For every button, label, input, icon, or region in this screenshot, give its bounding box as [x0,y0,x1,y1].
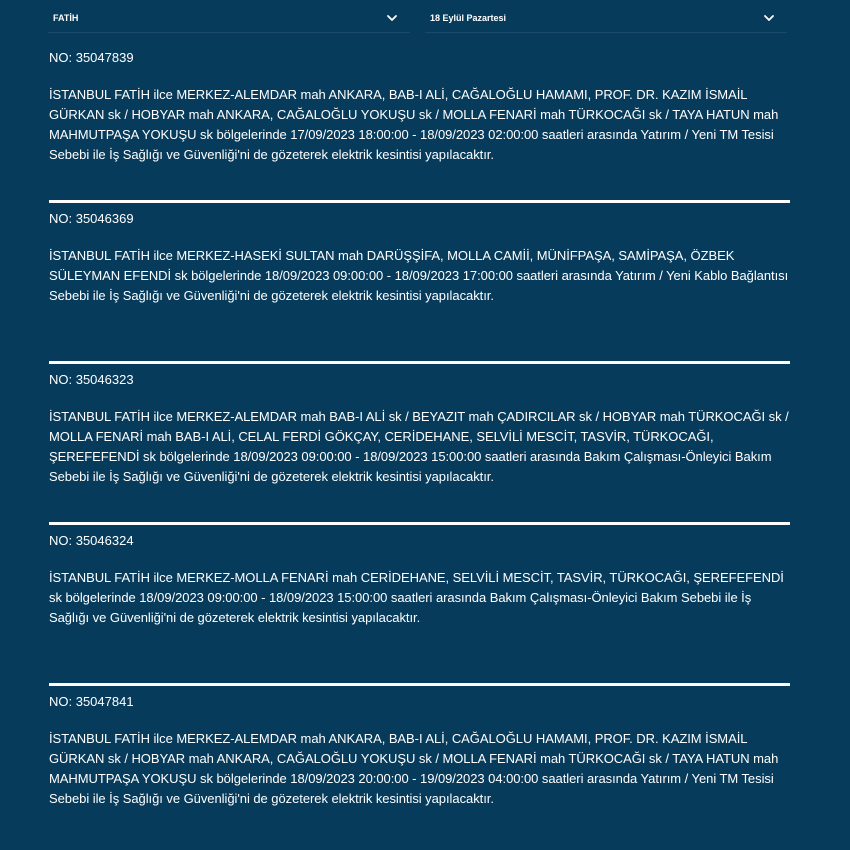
outage-number: NO: 35047839 [49,50,134,65]
chevron-down-icon [763,12,775,24]
district-select[interactable] [48,3,410,33]
outage-description: İSTANBUL FATİH ilce MERKEZ-ALEMDAR mah ANKARA, BAB-I ALİ, CAĞALOĞLU HAMAMI, PROF. DR. KAZIM İSMAİL GÜRKAN sk / HOBYAR mah ANKARA, CAĞALOĞLU YOKUŞU sk / MOLLA FENARİ mah TÜRKOCAĞI sk / TAYA HATUN mah MAHMUTPAŞA YOKUŞU sk bölgelerinde 18/09/2023 20:00:00 - 19/09/2023 04:00:00 saatleri arasında Yatırım / Yeni TM Tesisi Sebebi ile İş Sağlığı ve Güvenliği'ni de gözeterek elektrik kesintisi yapılacaktır. [49,731,779,806]
outage-item [49,523,790,684]
chevron-down-icon [386,12,398,24]
outage-item [49,362,790,523]
outage-description: İSTANBUL FATİH ilce MERKEZ-ALEMDAR mah BAB-I ALİ sk / BEYAZIT mah ÇADIRCILAR sk / HOBYAR mah TÜRKOCAĞI sk / MOLLA FENARİ mah BAB-I ALİ, CELAL FERDİ GÖKÇAY, CERİDEHANE, SELVİLİ MESCİT, TASVİR, TÜRKOCAĞI, ŞEREFEFENDİ sk bölgelerinde 18/09/2023 09:00:00 - 18/09/2023 15:00:00 saatleri arasında Bakım Çalışması-Önleyici Bakım Sebebi ile İş Sağlığı ve Güvenliği'ni de gözeterek elektrik kesintisi yapılacaktır. [49,409,789,484]
outage-item [49,684,790,845]
outage-number: NO: 35047841 [49,694,134,709]
district-select-value: FATİH [53,12,79,23]
date-select[interactable] [425,3,787,33]
outage-description: İSTANBUL FATİH ilce MERKEZ-MOLLA FENARİ mah CERİDEHANE, SELVİLİ MESCİT, TASVİR, TÜRKOCAĞI, ŞEREFEFENDİ sk bölgelerinde 18/09/2023 09:00:00 - 18/09/2023 15:00:00 saatleri arasında Bakım Çalışması-Önleyici Bakım Sebebi ile İş Sağlığı ve Güvenliği'ni de gözeterek elektrik kesintisi yapılacaktır. [49,570,784,625]
outage-item [49,201,790,362]
outage-number: NO: 35046324 [49,533,134,548]
outage-number: NO: 35046369 [49,211,134,226]
outage-number: NO: 35046323 [49,372,134,387]
outage-description: İSTANBUL FATİH ilce MERKEZ-HASEKİ SULTAN mah DARÜŞŞİFA, MOLLA CAMİİ, MÜNİFPAŞA, SAMİPAŞA, ÖZBEK SÜLEYMAN EFENDİ sk bölgelerinde 18/09/2023 09:00:00 - 18/09/2023 17:00:00 saatleri arasında Yatırım / Yeni Kablo Bağlantısı Sebebi ile İş Sağlığı ve Güvenliği'ni de gözeterek elektrik kesintisi yapılacaktır. [49,248,789,303]
filter-bar [0,0,850,36]
outage-description: İSTANBUL FATİH ilce MERKEZ-ALEMDAR mah ANKARA, BAB-I ALİ, CAĞALOĞLU HAMAMI, PROF. DR. KAZIM İSMAİL GÜRKAN sk / HOBYAR mah ANKARA, CAĞALOĞLU YOKUŞU sk / MOLLA FENARİ mah TÜRKOCAĞI sk / TAYA HATUN mah MAHMUTPAŞA YOKUŞU sk bölgelerinde 17/09/2023 18:00:00 - 18/09/2023 02:00:00 saatleri arasında Yatırım / Yeni TM Tesisi Sebebi ile İş Sağlığı ve Güvenliği'ni de gözeterek elektrik kesintisi yapılacaktır. [49,87,779,162]
outage-list [49,40,790,845]
outage-item [49,40,790,201]
date-select-value: 18 Eylül Pazartesi [430,12,507,23]
